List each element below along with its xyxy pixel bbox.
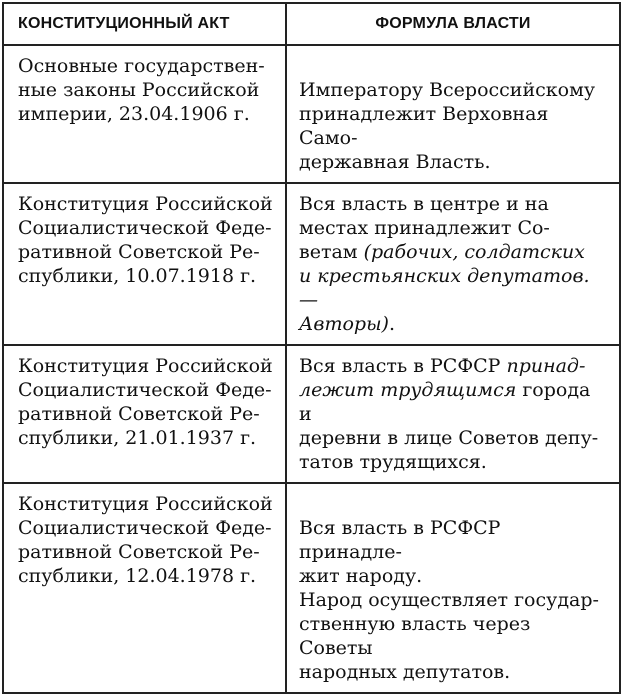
- act-cell: Конституция Российской Социалистической Феде- ративной Советской Ре- спублики, 21.01.1937 г.: [3, 345, 286, 483]
- act-cell: Конституция Российской Социалистической Феде- ративной Советской Ре- спублики, 10.07.1918 г.: [3, 183, 286, 345]
- act-cell: Основные государствен- ные законы Российской империи, 23.04.1906 г.: [3, 45, 286, 183]
- constitution-table: [2, 2, 621, 694]
- header-act: КОНСТИТУЦИОННЫЙ АКТ: [3, 3, 286, 45]
- formula-text: Императору Всероссийскому принадлежит Верховная Само- державная Власть.: [299, 79, 596, 173]
- header-row: [3, 3, 620, 45]
- formula-cell: [286, 483, 620, 693]
- formula-text-italic: принад- лежит трудящимся: [299, 355, 586, 401]
- header-formula: ФОРМУЛА ВЛАСТИ: [286, 3, 620, 45]
- table-row: [3, 345, 620, 483]
- formula-text: города и деревни в лице Советов депу- татов трудящихся.: [299, 379, 599, 473]
- formula-text: Вся власть в РСФСР: [299, 355, 507, 377]
- act-cell: Конституция Российской Социалистической Феде- ративной Советской Ре- спублики, 12.04.1978 г.: [3, 483, 286, 693]
- table-row: [3, 45, 620, 183]
- table-row: [3, 483, 620, 693]
- formula-cell: [286, 345, 620, 483]
- formula-cell: [286, 45, 620, 183]
- formula-text: .: [388, 313, 395, 335]
- formula-text: Вся власть в центре и на местах принадлежит Со- ветам: [299, 193, 550, 263]
- formula-text-italic: (рабочих, солдатских и крестьянских депутатов. — Авторы): [299, 241, 590, 335]
- formula-cell: [286, 183, 620, 345]
- formula-text: Вся власть в РСФСР принадле- жит народу. Народ осуществляет государ- ственную власть через Советы народных депутатов.: [299, 517, 599, 683]
- table-row: [3, 183, 620, 345]
